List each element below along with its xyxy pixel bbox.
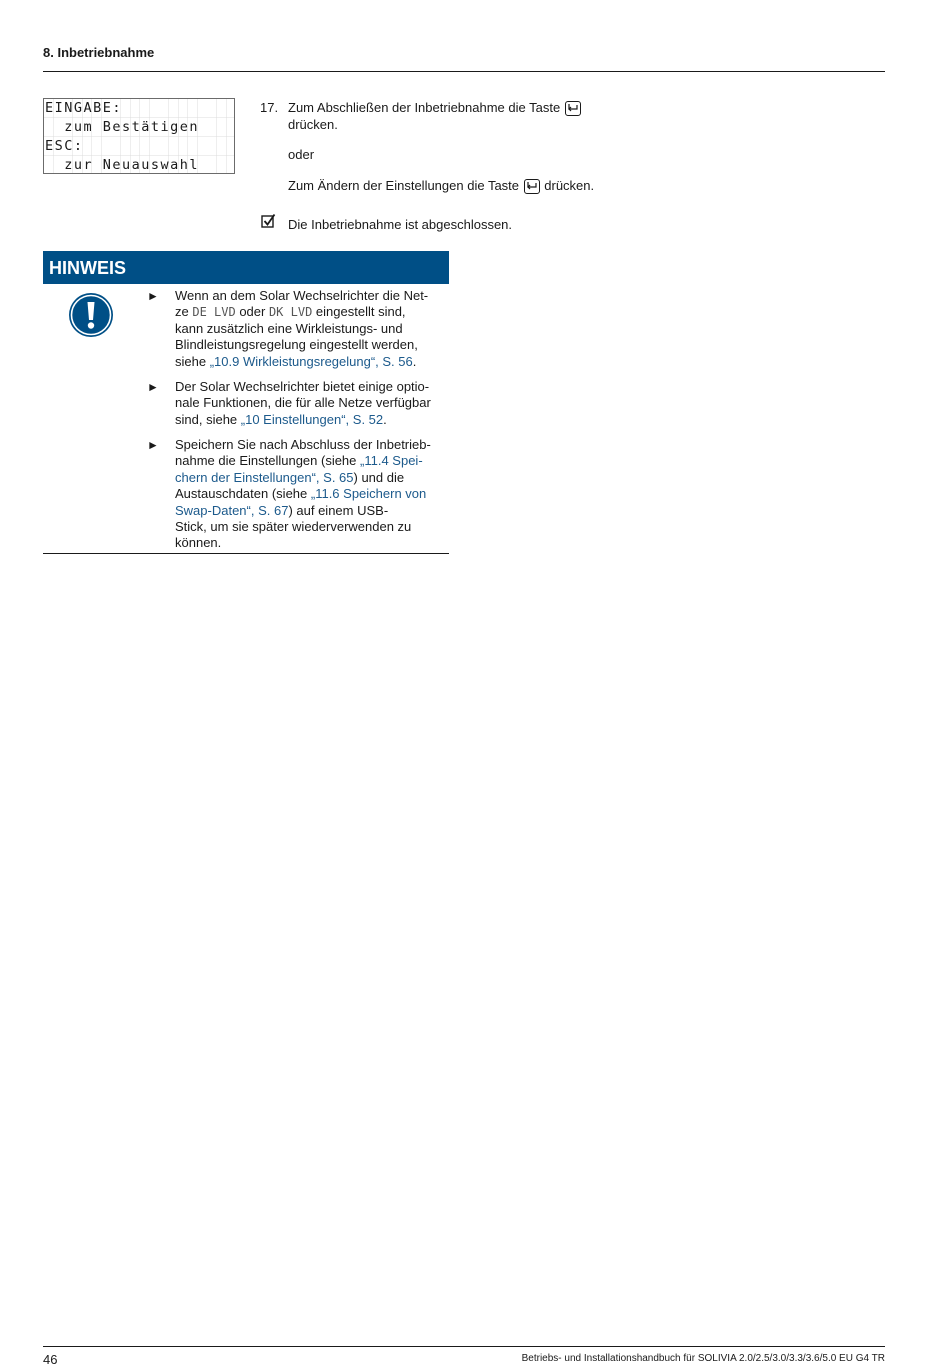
step-number: 17. — [260, 100, 279, 115]
step-instruction-end: drücken. — [288, 117, 338, 132]
footer-divider — [43, 1346, 885, 1347]
bullet-text: . — [412, 353, 417, 369]
bullet-text: ) und die — [353, 469, 405, 485]
bullet-text: oder — [235, 304, 269, 320]
notice-title: HINWEIS — [49, 258, 127, 278]
bullet-text: ze — [175, 304, 193, 320]
notice-bullet-1 — [175, 288, 447, 370]
lcd-line-1: EINGABE: — [45, 100, 123, 116]
bullet-text: Wenn an dem Solar Wechselrichter die Net- — [175, 288, 429, 303]
grid-code: DK LVD — [268, 305, 313, 320]
notice-bullet-2 — [175, 379, 447, 428]
lcd-line-2: zum Bestätigen — [45, 119, 200, 135]
result-text: Die Inbetriebnahme ist abgeschlossen. — [288, 217, 513, 232]
checkbox-checked-icon — [261, 213, 276, 228]
step-alternative — [288, 177, 594, 194]
enter-key-icon — [565, 101, 581, 116]
bullet-text: Stick, um sie später wiederverwenden zu — [175, 519, 412, 535]
notice-bullet-3 — [175, 437, 447, 552]
lcd-line-4: zur Neuauswahl — [45, 157, 200, 173]
enter-key-icon — [524, 179, 540, 194]
cross-reference-link[interactable]: Swap-Daten“, S. 67 — [175, 502, 289, 518]
cross-reference-link[interactable]: „10.9 Wirkleistungsregelung“, S. 56 — [209, 353, 413, 369]
bullet-arrow-icon: ► — [147, 438, 159, 452]
step-instruction — [288, 99, 582, 116]
bullet-text: Austauschdaten (siehe — [175, 486, 311, 502]
step-instruction-text: Zum Abschließen der Inbetriebnahme die Taste — [288, 100, 561, 115]
cross-reference-link[interactable]: „10 Einstellungen“, S. 52 — [240, 411, 384, 427]
step-alternative-end: drücken. — [544, 178, 595, 193]
bullet-text: sind, siehe — [175, 411, 241, 427]
bullet-arrow-icon: ► — [147, 289, 159, 303]
footer-title: Betriebs- und Installationshandbuch für SOLIVIA 2.0/2.5/3.0/3.3/3.6/5.0 EU G4 TR — [521, 1353, 885, 1364]
cross-reference-link[interactable]: „11.4 Spei- — [360, 453, 423, 469]
bullet-text: eingestellt sind, — [312, 304, 406, 320]
lcd-line-3: ESC: — [45, 138, 84, 154]
bullet-text: kann zusätzlich eine Wirkleistungs- und — [175, 320, 403, 336]
bullet-text: Speichern Sie nach Abschluss der Inbetrieb- — [175, 437, 431, 452]
bullet-text: Blindleistungsregelung eingestellt werden, — [175, 337, 418, 353]
header-divider — [43, 71, 885, 72]
lcd-display — [43, 98, 235, 174]
bullet-arrow-icon: ► — [147, 380, 159, 394]
bullet-text: nahme die Einstellungen (siehe — [175, 453, 361, 469]
cross-reference-link[interactable]: „11.6 Speichern von — [310, 486, 427, 502]
section-title: 8. Inbetriebnahme — [43, 45, 155, 60]
cross-reference-link[interactable]: chern der Einstellungen“, S. 65 — [175, 469, 354, 485]
step-or: oder — [288, 147, 315, 162]
notice-header — [43, 251, 449, 284]
bullet-text: siehe — [175, 353, 210, 369]
bullet-text: . — [383, 411, 387, 427]
page-number: 46 — [43, 1352, 58, 1367]
bullet-text: nale Funktionen, die für alle Netze verfügbar — [175, 395, 431, 411]
notice-bottom-divider — [43, 553, 449, 554]
grid-code: DE LVD — [192, 305, 236, 320]
bullet-text: Der Solar Wechselrichter bietet einige optio- — [175, 379, 430, 394]
bullet-text: ) auf einem USB- — [288, 502, 389, 518]
bullet-text: können. — [175, 535, 222, 551]
step-alternative-text: Zum Ändern der Einstellungen die Taste — [288, 178, 520, 193]
exclamation-circle-icon — [68, 292, 114, 338]
